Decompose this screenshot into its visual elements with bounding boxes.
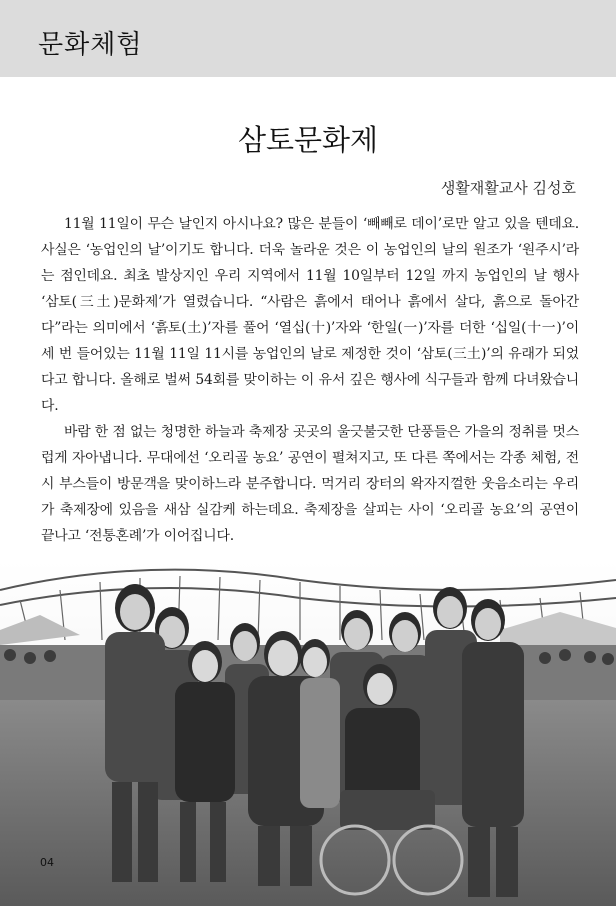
group-photo (0, 560, 616, 906)
article-body (41, 211, 579, 549)
page-number: 04 (40, 856, 54, 869)
section-label: 문화체험 (38, 30, 143, 60)
paragraph: 바람 한 점 없는 청명한 하늘과 축제장 곳곳의 울긋불긋한 단풍들은 가을의 정취를 멋스럽게 자아냅니다. 무대에선 ‘오리골 농요’ 공연이 펼쳐지고, 또 다른 쪽에서는 각종 체험, 전시 부스들이 방문객을 맞이하느라 분주합니다. 먹거리 장터의 왁자지껄한 웃음소리는 우리가 축제장에 있음을 새삼 실감케 하는데요. 축제장을 살피는 사이 ‘오리골 농요’의 공연이 끝나고 ‘전통혼례’가 이어집니다. (41, 424, 579, 544)
article-byline: 생활재활교사 김성호 (440, 179, 576, 197)
article-title: 삼토문화제 (237, 123, 379, 157)
paragraph: 11월 11일이 무슨 날인지 아시나요? 많은 분들이 ‘빼빼로 데이’로만 알고 있을 텐데요. 사실은 ‘농업인의 날’이기도 합니다. 더욱 놀라운 것은 이 농업인의 날의 원조가 ‘원주시’라는 점인데요. 최초 발상지인 우리 지역에서 11월 10일부터 12일 까지 농업인의 날 행사 ‘삼토(三土)문화제’가 열렸습니다. “사람은 흙에서 태어나 흙에서 살다, 흙으로 돌아간다”라는 의미에서 ‘흙토(土)’자를 풀어 ‘열십(十)’자와 ‘한일(一)’자를 더한 ‘십일(十一)’이 세 번 들어있는 11월 11일 11시를 농업인의 날로 제정한 것이 ‘삼토(三土)’의 유래가 되었다고 합니다. 올해로 벌써 54회를 맞이하는 이 유서 깊은 행사에 식구들과 함께 다녀왔습니다. (41, 216, 579, 414)
